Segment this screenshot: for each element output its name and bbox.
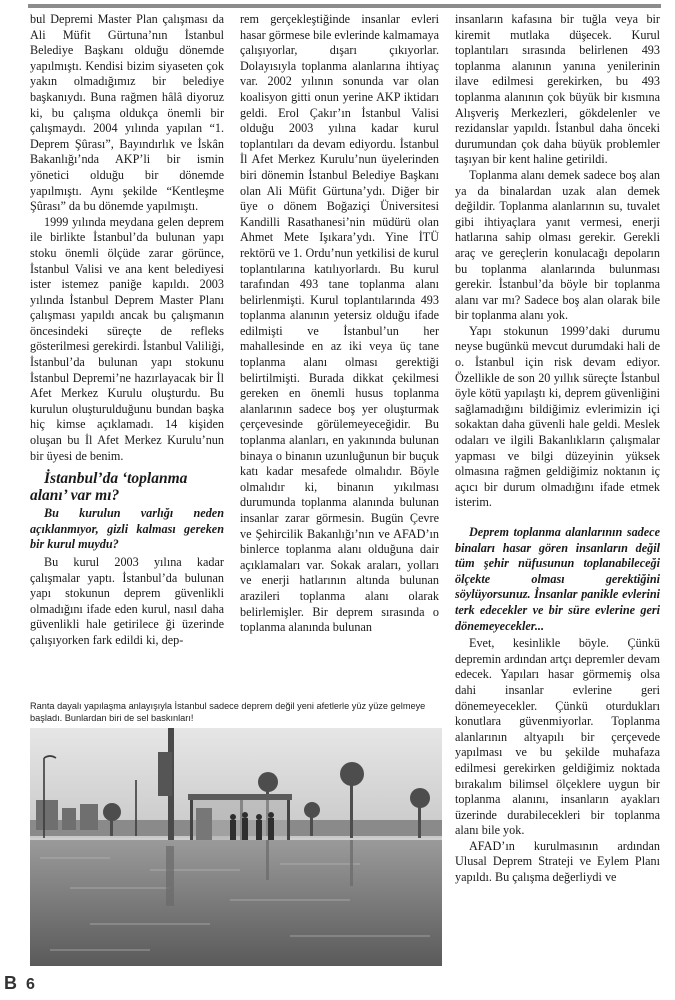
paragraph: rem gerçekleştiğinde insanlar evleri hasar görmese bile evlerinde kalmamaya çalışıyorlar, dışarı çıkıyorlar. Dolayısıyla toplanma alanlarına ihtiyaç var. 2002 yılının sonunda var olan koalisyon gitti onun yerine AKP iktidarı geldi. Erol Çakır’ın İstanbul Valisi olduğu 2003 yılına kadar kurul toplantıları da devam ediyordu. İstanbul İl Afet Merkez Kurulu’nun üyelerinden biri dönemin İstanbul Belediye Başkanı olan Ali Müfit Gürtuna’ydı. Diğer bir üye o dönem Boğaziçi Üniversitesi Kandilli Rasathanesi’nin müdürü olan Ahmet Mete Işıkara’ydı. Yine İTÜ rektörü ve 1. Ordu’nun yetkilisi de kurul toplantılarına katılıyorlardı. Bu kurul tarafından 493 tane toplanma alanı belirlenmişti. Kurul toplantılarında 493 toplanma alanının yetersiz olduğu ifade edilmişti ve İstanbul’un her mahallesinde en az iki veya üç tane toplanma alanı olması gerektiği belirtilmişti. Burada dikkat çekilmesi gereken en önemli husus toplanma alanlarının sadece boş yer oluşturmak çerçevesinde görülemeyeceğidir. Bu toplanma alanları, en yakınında bulunan binaya o binanın uzunluğunun bir buçuk katı kadar mesafede olmalıdır. Böyle olmalıdır ki, binanın yıkılması durumunda toplanma alanında bulunan insanlar zarar görmesin. Bugün Çevre ve Şehircilik Bakanlığı’nın ve AFAD’ın binlerce toplanma alanı olduğuna dair açıklamaları var. Sokak araları, yolları ve enerji hatlarının altında bulunan arazileri toplanma alanı olarak belirlemişler. Bir deprem sırasında o toplanma alanında bulunan (240, 12, 439, 635)
paragraph: Bu kurul 2003 yılına kadar çalışmalar yaptı. İstanbul’da bulunan yapı stokunun deprem güvenlikli olmadığını ifade eden kurul, nasıl daha güvenlikli hale getirilece ği üzerinde çalışıyorken fark edildi ki, dep- (30, 555, 224, 647)
paragraph: bul Depremi Master Plan çalışması da Ali Müfit Gürtuna’nın İstanbul Belediye Başkanı olduğu dönemde yapılmıştı. Kendisi bizim siyaseten çok yakın olmadığımız bir belediye başkanıydı. Buna rağmen hâlâ diyoruz ki, bu çalışma oldukça önemli bir çalışmaydı. 2004 yılında yapılan “1. Deprem Şûrası”, Bayındırlık ve İskân Bakanlığı’nda AKP’li bir ismin yönetici olduğu bir dönemde yapılmıştı. Aynı şekilde “Kentleşme Şûrası” da bu dönemde yapılmıştı. (30, 12, 224, 214)
text-column-3 (455, 12, 660, 886)
paragraph: Yapı stokunun 1999’daki durumu neyse bugünkü mevcut durumdaki hali de o. İstanbul için risk devam ediyor. Özellikle de son 20 yıllık süreçte İstanbul öyle kötü yapılaştı ki, deprem güvenliğini sağlamadığını bildiğimiz evlerimizin içi sokaktan daha güvenli hale geldi. Meslek odaları ve ilgili Bakanlıkların çalışmalar yapması ve bilgi düzeyinin yüksek olmasına rağmen geldiğimiz noktanın iç açıcı bir durum olmadığını ifade etmek isterim. (455, 323, 660, 510)
paragraph: Toplanma alanı demek sadece boş alan ya da binalardan uzak alan demek değildir. Toplanma alanlarının su, tuvalet gibi ihtiyaçlara yanıt vermesi, enerji hatlarına sahip olması gerekir. Gerekli araç ve gereçlerin konulacağı depoların bu toplanma alanlarında bulunması gerekir. İstanbul’da böyle bir toplanma alanı var mı? Sadece boş alan olarak bile bir toplanma alanı yok. (455, 167, 660, 323)
paragraph: 1999 yılında meydana gelen deprem ile birlikte İstanbul’da bulunan yapı stoku önemli ölçüde zarar görünce, İstanbul Valisi ve ana kent belediyesi ister istemez paniğe kapıldı. 2003 yılında İstanbul Deprem Master Planı çalışması yapıldı ancak bu çalışmanın öncesindeki süreçte de refleks gösterilmesi gerekirdi. İstanbul Valiliği, İstanbul’da bulunan yapı stokunu İstanbul Depremi’ne hazırlayacak bir İl Afet Merkez Kurulu oluşturdu. Bu kurulun oluşturulduğunu bundan başka hiç kimse açıklamadı. 14 kişiden oluşan bu İl Afet Merkez Kurulu’nun bir üyesi de benim. (30, 214, 224, 463)
top-rule (28, 4, 661, 8)
flood-photo (30, 728, 442, 966)
interview-question: Deprem toplanma alanlarının sadece binaları hasar gören insanların değil tüm şehir nüfusunun toplanabileceği ölçekte olması gerektiğini söylüyorsunuz. İnsanlar panikle evlerini terk edecekler ve bir süre evlerine geri dönemeyecekler... (455, 525, 660, 633)
section-heading: İstanbul’da ‘toplanma alanı’ var mı? (30, 470, 188, 505)
text-column-2 (240, 12, 439, 636)
interview-question: Bu kurulun varlığı neden açıklanmıyor, gizli kalması gereken bir kurul muydu? (30, 506, 224, 552)
paragraph: insanların kafasına bir tuğla veya bir kiremit mutlaka düşecek. Kurul toplantıları sırasında belirlenen 493 toplanma alanının yanına yenilerinin ilave edilmesi gerekirken, bu 493 toplanma alanının çok büyük bir kısmına Alışveriş Merkezleri, gökdelenler ve rezidanslar yapıldı. İstanbul daha önceki durumundan çok daha büyük problemler taşıyan bir kent haline getirildi. (455, 12, 660, 167)
page-number: 6 (26, 976, 35, 993)
magazine-logo: B (4, 973, 17, 993)
photo-caption: Ranta dayalı yapılaşma anlayışıyla İstanbul sadece deprem değil yeni afetlerle yüz yüze gelmeye başladı. Bunlardan biri de sel baskınları! (30, 701, 426, 723)
text-column-1 (30, 12, 224, 649)
paragraph: Evet, kesinlikle böyle. Çünkü depremin ardından artçı depremler devam edecek. Yapıları hasar görmemiş olsa dahi insanlar evlerine geri dönemeyecekler. Çünkü oturdukları konutlara güvenmiyorlar. Toplanma alanlarının altyapılı bir çerçevede yapılması ve bu şekilde muhafaza edilmesi gerekirken geldiğimiz noktada bırakalım bilimsel ölçeklere uygun bir toplanma alanını, insanların ayakları üzerinde durabilecekleri bir toplanma alanı bile yok. (455, 636, 660, 838)
paragraph: AFAD’ın kurulmasının ardından Ulusal Deprem Strateji ve Eylem Planı yapıldı. Bu çalışma değerliydi ve (455, 838, 660, 885)
